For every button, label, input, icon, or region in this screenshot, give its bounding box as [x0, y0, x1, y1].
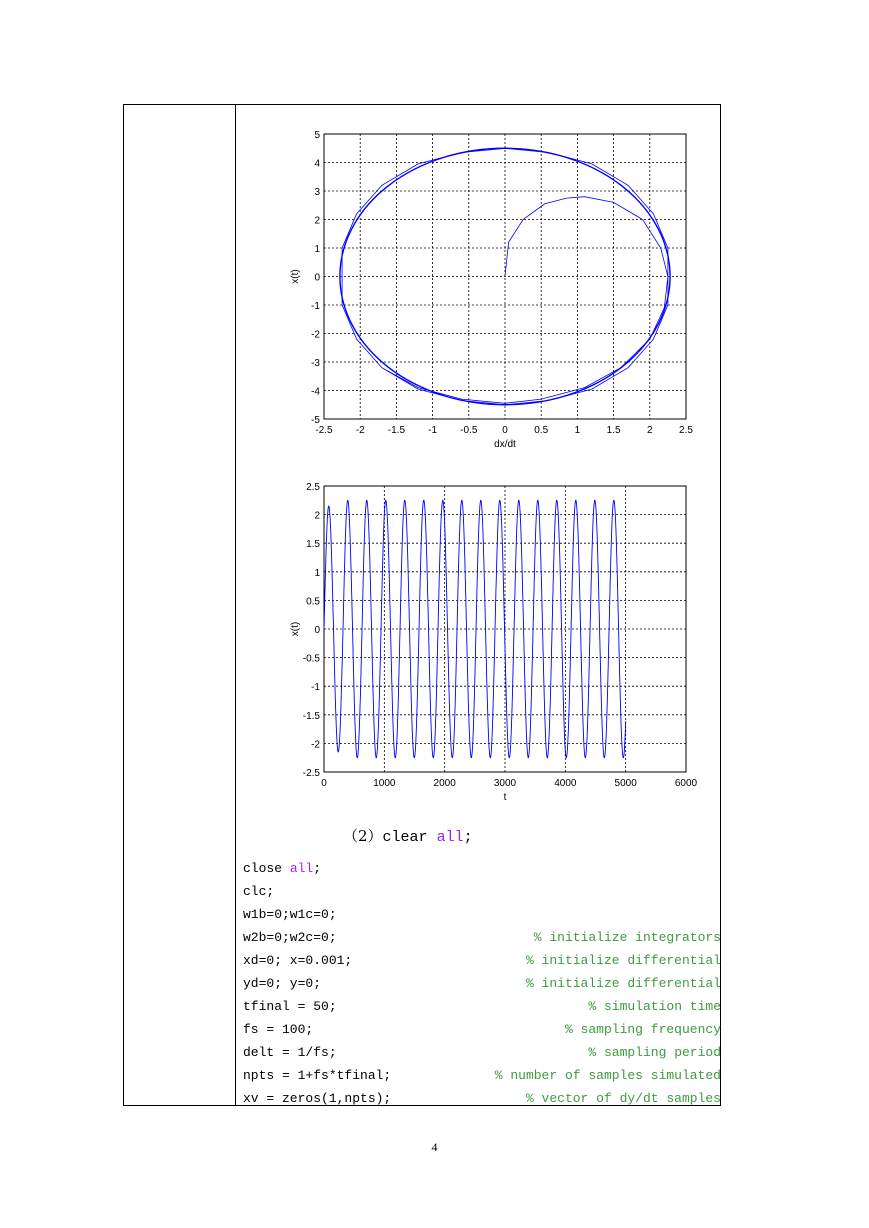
code-comment: % sampling period	[588, 1045, 721, 1060]
code-comment: % number of samples simulated	[494, 1068, 721, 1083]
x-tick-label: 2000	[433, 778, 456, 789]
code-comment: % simulation time	[588, 999, 721, 1014]
section-first-code: clear	[382, 829, 437, 846]
y-tick-label: -5	[311, 415, 320, 426]
y-tick-label: 1	[314, 244, 320, 255]
code-text: w2b=0;w2c=0;	[243, 930, 337, 945]
code-comment: % initialize integrators	[533, 930, 721, 945]
x-tick-label: 1000	[373, 778, 396, 789]
y-tick-label: -0.5	[302, 653, 320, 665]
x-tick-label: 0	[321, 778, 327, 789]
x-tick-label: -2	[355, 425, 365, 436]
x-tick-label: 1	[574, 425, 581, 436]
y-tick-label: 5	[314, 130, 320, 141]
code-line	[243, 1087, 721, 1110]
y-tick-label: 3	[314, 187, 320, 198]
x-tick-label: 0	[502, 425, 508, 436]
x-tick-label: -2.5	[315, 425, 333, 436]
code-line	[243, 926, 721, 949]
y-tick-label: -1.5	[302, 710, 320, 722]
y-tick-label: 1	[314, 567, 320, 579]
section-number: （2）	[343, 827, 383, 845]
code-text: clc;	[243, 884, 275, 899]
y-tick-label: 1.5	[306, 539, 320, 551]
x-axis-label: dx/dt	[494, 439, 516, 450]
code-text: npts = 1+fs*tfinal;	[243, 1068, 392, 1083]
code-comment: % initialize differential	[525, 953, 721, 968]
code-text: yd=0; y=0;	[243, 976, 322, 991]
code-comment: % initialize differential	[525, 976, 721, 991]
x-tick-label: -1.5	[387, 425, 406, 436]
x-tick-label: 2.5	[679, 425, 693, 436]
code-text: xv = zeros(1,npts);	[243, 1091, 392, 1106]
x-tick-label: 5000	[614, 778, 637, 789]
x-tick-label: 0.5	[534, 425, 549, 436]
phase-portrait-chart	[286, 129, 693, 459]
y-tick-label: 2.5	[306, 482, 320, 493]
code-comment: % sampling frequency	[564, 1022, 721, 1037]
section-first-keyword: all	[436, 829, 464, 846]
code-line	[243, 995, 721, 1018]
code-text: delt = 1/fs;	[243, 1045, 337, 1060]
page-number: 4	[431, 1140, 438, 1154]
x-axis-label: t	[503, 792, 507, 803]
code-terminator: ;	[313, 861, 322, 876]
code-line	[243, 857, 721, 880]
section-heading	[343, 824, 473, 848]
table-right-column	[236, 105, 720, 1105]
y-tick-label: 0.5	[306, 596, 320, 608]
y-tick-label: -2	[311, 329, 320, 341]
code-text: tfinal = 50;	[243, 999, 337, 1014]
y-axis-label: x(t)	[290, 621, 301, 637]
section-first-end: ;	[463, 829, 473, 846]
x-tick-label: 3000	[493, 778, 517, 789]
y-tick-label: 2	[314, 510, 320, 522]
y-tick-label: 0	[314, 272, 320, 284]
x-tick-label: 1.5	[606, 425, 621, 436]
x-tick-label: 2	[647, 425, 653, 436]
code-line	[243, 880, 721, 903]
x-tick-label: -1	[428, 425, 438, 436]
code-block	[243, 857, 721, 1110]
code-line	[243, 1041, 721, 1064]
code-keyword: all	[289, 861, 314, 876]
code-line	[243, 949, 721, 972]
y-tick-label: -1	[311, 301, 320, 312]
y-tick-label: 4	[314, 158, 320, 170]
x-tick-label: 6000	[674, 778, 698, 789]
code-text: close	[243, 861, 290, 876]
code-line	[243, 1018, 721, 1041]
report-table	[123, 104, 721, 1106]
code-comment: % vector of dy/dt samples	[525, 1091, 721, 1106]
y-tick-label: -3	[311, 358, 320, 369]
y-tick-label: -4	[311, 386, 320, 398]
y-axis-label: x(t)	[290, 269, 301, 284]
code-text: fs = 100;	[243, 1022, 314, 1037]
y-tick-label: 0	[314, 625, 320, 636]
code-line	[243, 1064, 721, 1087]
x-tick-label: -0.5	[460, 425, 478, 436]
code-text: xd=0; x=0.001;	[243, 953, 353, 968]
y-tick-label: 2	[314, 215, 320, 227]
x-tick-label: 4000	[554, 778, 577, 789]
code-line	[243, 972, 721, 995]
code-line	[243, 903, 721, 926]
y-tick-label: -2.5	[302, 768, 320, 779]
code-text: w1b=0;w1c=0;	[243, 907, 337, 922]
y-tick-label: -2	[311, 739, 320, 751]
y-tick-label: -1	[311, 682, 320, 694]
table-left-column	[124, 105, 236, 1105]
time-series-chart	[266, 481, 698, 811]
